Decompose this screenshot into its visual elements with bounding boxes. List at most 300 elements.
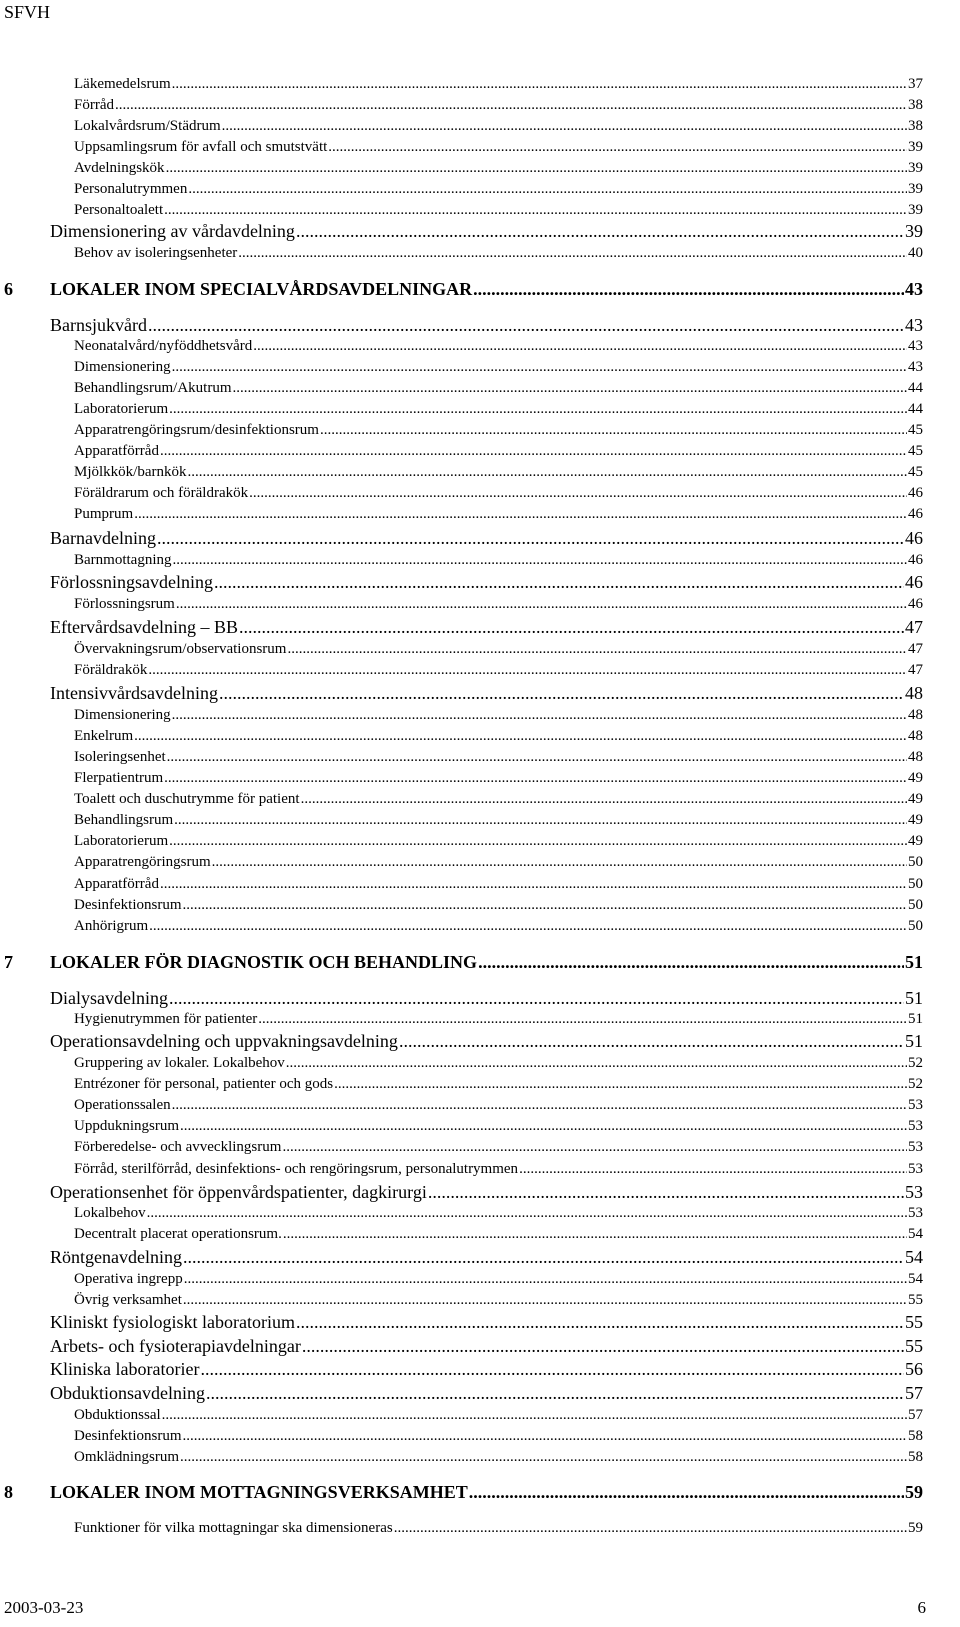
toc-leader-dots — [183, 1248, 904, 1266]
toc-entry-page: 43 — [908, 338, 923, 354]
toc-leader-dots — [162, 1408, 907, 1423]
toc-entry-title: Operationsavdelning och uppvakningsavdelning — [50, 1031, 398, 1051]
toc-entry-line — [50, 684, 923, 702]
toc-entry-line — [74, 771, 923, 786]
toc-leader-dots — [182, 1429, 907, 1444]
toc-entry[interactable] — [0, 332, 960, 354]
toc-entry-page: 57 — [905, 1383, 923, 1403]
toc-entry[interactable] — [0, 1443, 960, 1465]
toc-entry[interactable] — [0, 196, 960, 218]
toc-entry-line — [74, 423, 923, 438]
toc-entry-title: Förråd, sterilförråd, desinfektions- och rengöringsrum, personalutrymmen — [74, 1161, 519, 1177]
toc-entry-line — [74, 182, 923, 197]
toc-entry-page: 52 — [908, 1055, 923, 1071]
toc-entry-page: 57 — [908, 1407, 923, 1423]
toc-entry[interactable] — [0, 743, 960, 765]
toc-entry[interactable] — [0, 218, 960, 240]
toc-leader-dots — [160, 877, 907, 892]
toc-entry-page: 39 — [908, 139, 923, 155]
toc-entry-page: 56 — [905, 1359, 923, 1379]
toc-entry-page: 53 — [908, 1205, 923, 1221]
toc-entry-page: 39 — [905, 221, 923, 241]
toc-entry-title: Funktioner för vilka mottagningar ska dimensioneras — [74, 1520, 393, 1536]
toc-entry-title: Eftervårdsavdelning – BB — [50, 617, 238, 637]
toc-entry[interactable] — [0, 656, 960, 678]
toc-entry-title: Förlossningsrum — [74, 596, 175, 612]
toc-entry[interactable] — [0, 1244, 960, 1266]
toc-entry[interactable] — [0, 1091, 960, 1113]
toc-entry-page: 44 — [908, 401, 923, 417]
toc-entry[interactable] — [0, 1112, 960, 1134]
toc-entry[interactable] — [0, 1265, 960, 1287]
toc-entry-line — [74, 1162, 923, 1177]
toc-leader-dots — [172, 360, 907, 375]
toc-entry-page: 53 — [908, 1139, 923, 1155]
toc-entry-title: Dimensionering av vårdavdelning — [50, 221, 295, 241]
toc-entry-line — [74, 203, 923, 218]
toc-entry-title: Anhörigrum — [74, 918, 149, 934]
toc-entry[interactable] — [0, 1286, 960, 1308]
toc-entry-page: 54 — [908, 1271, 923, 1287]
toc-leader-dots — [183, 1293, 907, 1308]
toc-entry-line — [74, 1056, 923, 1071]
toc-entry-title: Operationsenhet för öppenvårdspatienter, dagkirurgi — [50, 1182, 427, 1202]
toc-leader-dots — [173, 553, 908, 568]
toc-entry-title: Intensivvårdsavdelning — [50, 683, 218, 703]
toc-entry-line — [50, 953, 923, 971]
toc-entry-title: Neonatalvård/nyföddhetsvård — [74, 338, 253, 354]
toc-leader-dots — [188, 182, 907, 197]
toc-entry-page: 48 — [908, 707, 923, 723]
toc-entry-title: Decentralt placerat operationsrum. — [74, 1226, 282, 1242]
toc-leader-dots — [258, 1012, 907, 1027]
toc-leader-dots — [184, 1272, 907, 1287]
toc-entry-line — [74, 663, 923, 678]
toc-leader-dots — [286, 1056, 907, 1071]
toc-leader-dots — [160, 444, 907, 459]
toc-entry[interactable] — [0, 1309, 960, 1331]
toc-entry[interactable] — [0, 1401, 960, 1423]
toc-entry-title: Operationssalen — [74, 1097, 171, 1113]
toc-leader-dots — [287, 642, 907, 657]
toc-entry-line — [50, 529, 923, 547]
toc-leader-dots — [212, 855, 907, 870]
toc-entry[interactable] — [0, 569, 960, 591]
toc-entry-page: 59 — [905, 1482, 923, 1502]
toc-entry[interactable] — [0, 239, 960, 261]
toc-leader-dots — [519, 1162, 907, 1177]
toc-entry[interactable] — [0, 985, 960, 1007]
toc-entry-line — [74, 750, 923, 765]
toc-entry[interactable] — [0, 1479, 960, 1501]
toc-entry-line — [74, 729, 923, 744]
toc-leader-dots — [166, 161, 907, 176]
toc-leader-dots — [164, 771, 907, 786]
toc-leader-dots — [172, 77, 907, 92]
toc-entry-title: Pumprum — [74, 506, 134, 522]
toc-entry-title: Apparatrengöringsrum — [74, 854, 211, 870]
toc-leader-dots — [176, 597, 907, 612]
toc-entry[interactable] — [0, 701, 960, 723]
toc-entry-line — [50, 1313, 923, 1331]
toc-entry-title: Hygienutrymmen för patienter — [74, 1011, 258, 1027]
toc-entry-line — [74, 119, 923, 134]
toc-entry[interactable] — [0, 175, 960, 197]
toc-entry-page: 37 — [908, 76, 923, 92]
toc-entry-page: 46 — [908, 552, 923, 568]
toc-entry-title: Behandlingsrum/Akutrum — [74, 380, 232, 396]
toc-leader-dots — [249, 486, 907, 501]
toc-entry-page: 48 — [908, 749, 923, 765]
toc-entry[interactable] — [0, 590, 960, 612]
toc-entry-title: Laboratorierum — [74, 833, 169, 849]
toc-entry-title: Föräldrakök — [74, 662, 148, 678]
toc-entry-line — [74, 507, 923, 522]
toc-leader-dots — [328, 140, 907, 155]
toc-entry[interactable] — [0, 785, 960, 807]
toc-entry-line — [74, 919, 923, 934]
toc-entry-page: 50 — [908, 854, 923, 870]
toc-entry[interactable] — [0, 722, 960, 744]
toc-entry-title: Apparatförråd — [74, 876, 159, 892]
toc-entry-title: Behandlingsrum — [74, 812, 174, 828]
toc-entry-line — [50, 573, 923, 591]
toc-entry[interactable] — [0, 827, 960, 849]
toc-entry-title: Operativa ingrepp — [74, 1271, 183, 1287]
toc-entry-page: 49 — [908, 833, 923, 849]
toc-entry[interactable] — [0, 525, 960, 547]
toc-entry-line — [74, 877, 923, 892]
toc-entry[interactable] — [0, 870, 960, 892]
toc-entry-line — [74, 1077, 923, 1092]
toc-entry-title: Förberedelse- och avvecklingsrum — [74, 1139, 282, 1155]
toc-entry[interactable] — [0, 70, 960, 92]
toc-entry-title: Förlossningsavdelning — [50, 572, 214, 592]
toc-leader-dots — [253, 339, 907, 354]
toc-leader-dots — [115, 98, 907, 113]
toc-entry[interactable] — [0, 614, 960, 636]
toc-entry[interactable] — [0, 395, 960, 417]
toc-entry-page: 55 — [905, 1312, 923, 1332]
toc-entry[interactable] — [0, 806, 960, 828]
toc-entry-page: 50 — [908, 897, 923, 913]
toc-entry-line — [74, 597, 923, 612]
toc-entry-page: 43 — [905, 279, 923, 299]
toc-entry[interactable] — [0, 374, 960, 396]
toc-entry[interactable] — [0, 312, 960, 334]
toc-leader-dots — [169, 402, 907, 417]
toc-entry-page: 49 — [908, 812, 923, 828]
toc-leader-dots — [206, 1384, 904, 1402]
toc-entry-title: Dimensionering — [74, 359, 171, 375]
toc-leader-dots — [164, 203, 907, 218]
toc-entry-page: 55 — [908, 1292, 923, 1308]
toc-entry-page: 51 — [905, 952, 923, 972]
toc-entry-title: Barnavdelning — [50, 528, 156, 548]
toc-entry-title: Flerpatientrum — [74, 770, 164, 786]
toc-entry[interactable] — [0, 1220, 960, 1242]
toc-entry-title: Personaltoalett — [74, 202, 164, 218]
toc-entry-line — [74, 1098, 923, 1113]
toc-entry-title: Obduktionsavdelning — [50, 1383, 205, 1403]
toc-entry-page: 55 — [905, 1336, 923, 1356]
toc-entry-title: Desinfektionsrum — [74, 897, 182, 913]
toc-entry-title: Laboratorierum — [74, 401, 169, 417]
toc-leader-dots — [180, 1450, 907, 1465]
toc-entry-title: Omklädningsrum — [74, 1449, 179, 1465]
toc-entry-line — [74, 1140, 923, 1155]
toc-entry-page: 48 — [908, 728, 923, 744]
toc-entry-page: 45 — [908, 443, 923, 459]
footer-page-number: 6 — [917, 1598, 926, 1617]
toc-entry-title: Obduktionssal — [74, 1407, 161, 1423]
toc-entry-line — [74, 140, 923, 155]
toc-entry[interactable] — [0, 680, 960, 702]
toc-chapter-number: 6 — [4, 279, 13, 299]
toc-entry[interactable] — [0, 479, 960, 501]
toc-entry-title: Enkelrum — [74, 728, 134, 744]
toc-entry-title: Isoleringsenhet — [74, 749, 166, 765]
toc-leader-dots — [239, 618, 904, 636]
toc-entry-title: Apparatrengöringsrum/desinfektionsrum — [74, 422, 319, 438]
toc-entry-title: Uppsamlingsrum för avfall och smutstvätt — [74, 139, 328, 155]
toc-entry-line — [50, 222, 923, 240]
toc-entry-page: 58 — [908, 1428, 923, 1444]
toc-entry-line — [74, 1408, 923, 1423]
toc-entry[interactable] — [0, 416, 960, 438]
toc-entry[interactable] — [0, 1333, 960, 1355]
toc-leader-dots — [172, 708, 907, 723]
toc-entry-line — [74, 486, 923, 501]
toc-entry-line — [74, 381, 923, 396]
toc-entry[interactable] — [0, 276, 960, 298]
toc-entry-line — [50, 1384, 923, 1402]
toc-entry-line — [50, 1360, 923, 1378]
toc-entry-title: Behov av isoleringsenheter — [74, 245, 238, 261]
toc-entry-line — [74, 1521, 923, 1536]
toc-entry-line — [50, 1032, 923, 1050]
toc-chapter-number: 7 — [4, 952, 13, 972]
toc-entry-page: 45 — [908, 422, 923, 438]
toc-entry-title: Dimensionering — [74, 707, 171, 723]
toc-entry-title: Uppdukningsrum — [74, 1118, 179, 1134]
toc-leader-dots — [282, 1140, 907, 1155]
toc-entry[interactable] — [0, 764, 960, 786]
toc-leader-dots — [134, 729, 907, 744]
toc-entry-line — [74, 898, 923, 913]
toc-entry-line — [74, 642, 923, 657]
toc-entry[interactable] — [0, 949, 960, 971]
toc-leader-dots — [302, 1337, 904, 1355]
toc-entry-page: 50 — [908, 918, 923, 934]
toc-leader-dots — [200, 1360, 904, 1378]
toc-entry-line — [74, 553, 923, 568]
toc-leader-dots — [238, 246, 907, 261]
toc-entry-page: 53 — [908, 1097, 923, 1113]
toc-entry-page: 44 — [908, 380, 923, 396]
toc-leader-dots — [283, 1227, 907, 1242]
page-header: SFVH — [4, 2, 51, 22]
toc-entry[interactable] — [0, 1422, 960, 1444]
toc-entry-line — [74, 444, 923, 459]
toc-entry-line — [50, 1248, 923, 1266]
toc-entry-title: Barnsjukvård — [50, 315, 147, 335]
toc-leader-dots — [296, 1313, 904, 1331]
toc-entry-title: Desinfektionsrum — [74, 1428, 182, 1444]
toc-entry-page: 38 — [908, 118, 923, 134]
toc-leader-dots — [219, 684, 904, 702]
toc-entry-line — [74, 161, 923, 176]
toc-entry-page: 43 — [908, 359, 923, 375]
toc-leader-dots — [469, 1483, 904, 1501]
toc-entry-title: LOKALER INOM SPECIALVÅRDSAVDELNINGAR — [50, 279, 473, 299]
toc-entry[interactable] — [0, 1070, 960, 1092]
toc-entry[interactable] — [0, 1133, 960, 1155]
toc-entry-page: 51 — [905, 988, 923, 1008]
toc-entry-page: 52 — [908, 1076, 923, 1092]
toc-entry[interactable] — [0, 437, 960, 459]
toc-entry-line — [74, 1272, 923, 1287]
toc-entry-line — [74, 1119, 923, 1134]
toc-entry[interactable] — [0, 154, 960, 176]
toc-leader-dots — [214, 573, 904, 591]
toc-leader-dots — [157, 529, 904, 547]
toc-entry-title: LOKALER INOM MOTTAGNINGSVERKSAMHET — [50, 1482, 468, 1502]
toc-entry-page: 53 — [905, 1182, 923, 1202]
toc-entry[interactable] — [0, 458, 960, 480]
toc-entry-line — [50, 1337, 923, 1355]
toc-entry-line — [74, 98, 923, 113]
toc-entry-title: Dialysavdelning — [50, 988, 168, 1008]
toc-leader-dots — [399, 1032, 904, 1050]
toc-entry[interactable] — [0, 112, 960, 134]
toc-entry-title: Mjölkkök/barnkök — [74, 464, 187, 480]
toc-entry-title: Entrézoner för personal, patienter och gods — [74, 1076, 334, 1092]
toc-entry-page: 47 — [908, 641, 923, 657]
toc-entry-title: LOKALER FÖR DIAGNOSTIK OCH BEHANDLING — [50, 952, 478, 972]
toc-leader-dots — [188, 465, 908, 480]
toc-entry-page: 46 — [905, 528, 923, 548]
toc-entry[interactable] — [0, 1199, 960, 1221]
toc-entry-title: Läkemedelsrum — [74, 76, 171, 92]
toc-entry-page: 51 — [905, 1031, 923, 1051]
toc-entry-title: Apparatförråd — [74, 443, 159, 459]
toc-entry-line — [74, 1012, 923, 1027]
toc-entry-line — [74, 402, 923, 417]
toc-entry-line — [74, 1227, 923, 1242]
toc-entry-line — [74, 813, 923, 828]
toc-entry-page: 43 — [905, 315, 923, 335]
toc-entry[interactable] — [0, 891, 960, 913]
toc-entry-line — [74, 1293, 923, 1308]
toc-leader-dots — [394, 1521, 907, 1536]
toc-leader-dots — [180, 1119, 907, 1134]
toc-entry-line — [74, 834, 923, 849]
toc-entry-page: 46 — [908, 506, 923, 522]
toc-entry-line — [74, 708, 923, 723]
toc-entry-page: 59 — [908, 1520, 923, 1536]
toc-entry-line — [50, 1483, 923, 1501]
toc-entry[interactable] — [0, 353, 960, 375]
toc-entry[interactable] — [0, 91, 960, 113]
toc-entry-title: Personalutrymmen — [74, 181, 188, 197]
toc-entry-page: 54 — [905, 1247, 923, 1267]
toc-entry-page: 53 — [908, 1161, 923, 1177]
toc-leader-dots — [222, 119, 907, 134]
toc-entry-line — [74, 77, 923, 92]
toc-leader-dots — [296, 222, 904, 240]
toc-entry[interactable] — [0, 635, 960, 657]
toc-entry[interactable] — [0, 1380, 960, 1402]
toc-leader-dots — [169, 834, 907, 849]
toc-entry[interactable] — [0, 133, 960, 155]
toc-leader-dots — [320, 423, 907, 438]
toc-leader-dots — [149, 919, 907, 934]
toc-entry-line — [74, 792, 923, 807]
toc-entry-title: Föräldrarum och föräldrakök — [74, 485, 249, 501]
toc-entry-page: 39 — [908, 202, 923, 218]
toc-entry[interactable] — [0, 848, 960, 870]
toc-entry-title: Toalett och duschutrymme för patient — [74, 791, 300, 807]
toc-entry-title: Kliniska laboratorier — [50, 1359, 200, 1379]
toc-entry-line — [74, 855, 923, 870]
toc-entry-page: 46 — [905, 572, 923, 592]
toc-entry-page: 50 — [908, 876, 923, 892]
toc-entry[interactable] — [0, 1028, 960, 1050]
toc-entry-page: 45 — [908, 464, 923, 480]
toc-entry-title: Barnmottagning — [74, 552, 172, 568]
toc-leader-dots — [473, 280, 904, 298]
toc-entry[interactable] — [0, 1155, 960, 1177]
toc-entry-line — [74, 1450, 923, 1465]
toc-entry-page: 39 — [908, 181, 923, 197]
toc-leader-dots — [182, 898, 907, 913]
toc-entry-line — [74, 339, 923, 354]
toc-leader-dots — [148, 663, 907, 678]
toc-entry-title: Avdelningskök — [74, 160, 165, 176]
toc-entry[interactable] — [0, 1179, 960, 1201]
toc-leader-dots — [233, 381, 908, 396]
toc-leader-dots — [147, 1206, 907, 1221]
toc-leader-dots — [134, 507, 907, 522]
toc-entry-page: 40 — [908, 245, 923, 261]
toc-leader-dots — [334, 1077, 907, 1092]
toc-entry-title: Övervakningsrum/observationsrum — [74, 641, 287, 657]
footer-date: 2003-03-23 — [4, 1598, 84, 1617]
toc-entry[interactable] — [0, 500, 960, 522]
toc-entry[interactable] — [0, 912, 960, 934]
toc-entry[interactable] — [0, 1514, 960, 1536]
toc-entry-title: Gruppering av lokaler. Lokalbehov — [74, 1055, 285, 1071]
toc-entry-title: Övrig verksamhet — [74, 1292, 182, 1308]
toc-entry-page: 48 — [905, 683, 923, 703]
toc-entry-page: 58 — [908, 1449, 923, 1465]
toc-entry-page: 53 — [908, 1118, 923, 1134]
toc-entry-title: Lokalbehov — [74, 1205, 146, 1221]
toc-leader-dots — [478, 953, 904, 971]
toc-entry[interactable] — [0, 546, 960, 568]
toc-entry-page: 49 — [908, 770, 923, 786]
toc-entry-page: 38 — [908, 97, 923, 113]
toc-entry-line — [50, 280, 923, 298]
toc-entry[interactable] — [0, 1049, 960, 1071]
toc-entry-page: 47 — [908, 662, 923, 678]
toc-entry-line — [74, 360, 923, 375]
toc-entry[interactable] — [0, 1005, 960, 1027]
toc-leader-dots — [172, 1098, 907, 1113]
toc-entry[interactable] — [0, 1356, 960, 1378]
toc-entry-line — [74, 465, 923, 480]
